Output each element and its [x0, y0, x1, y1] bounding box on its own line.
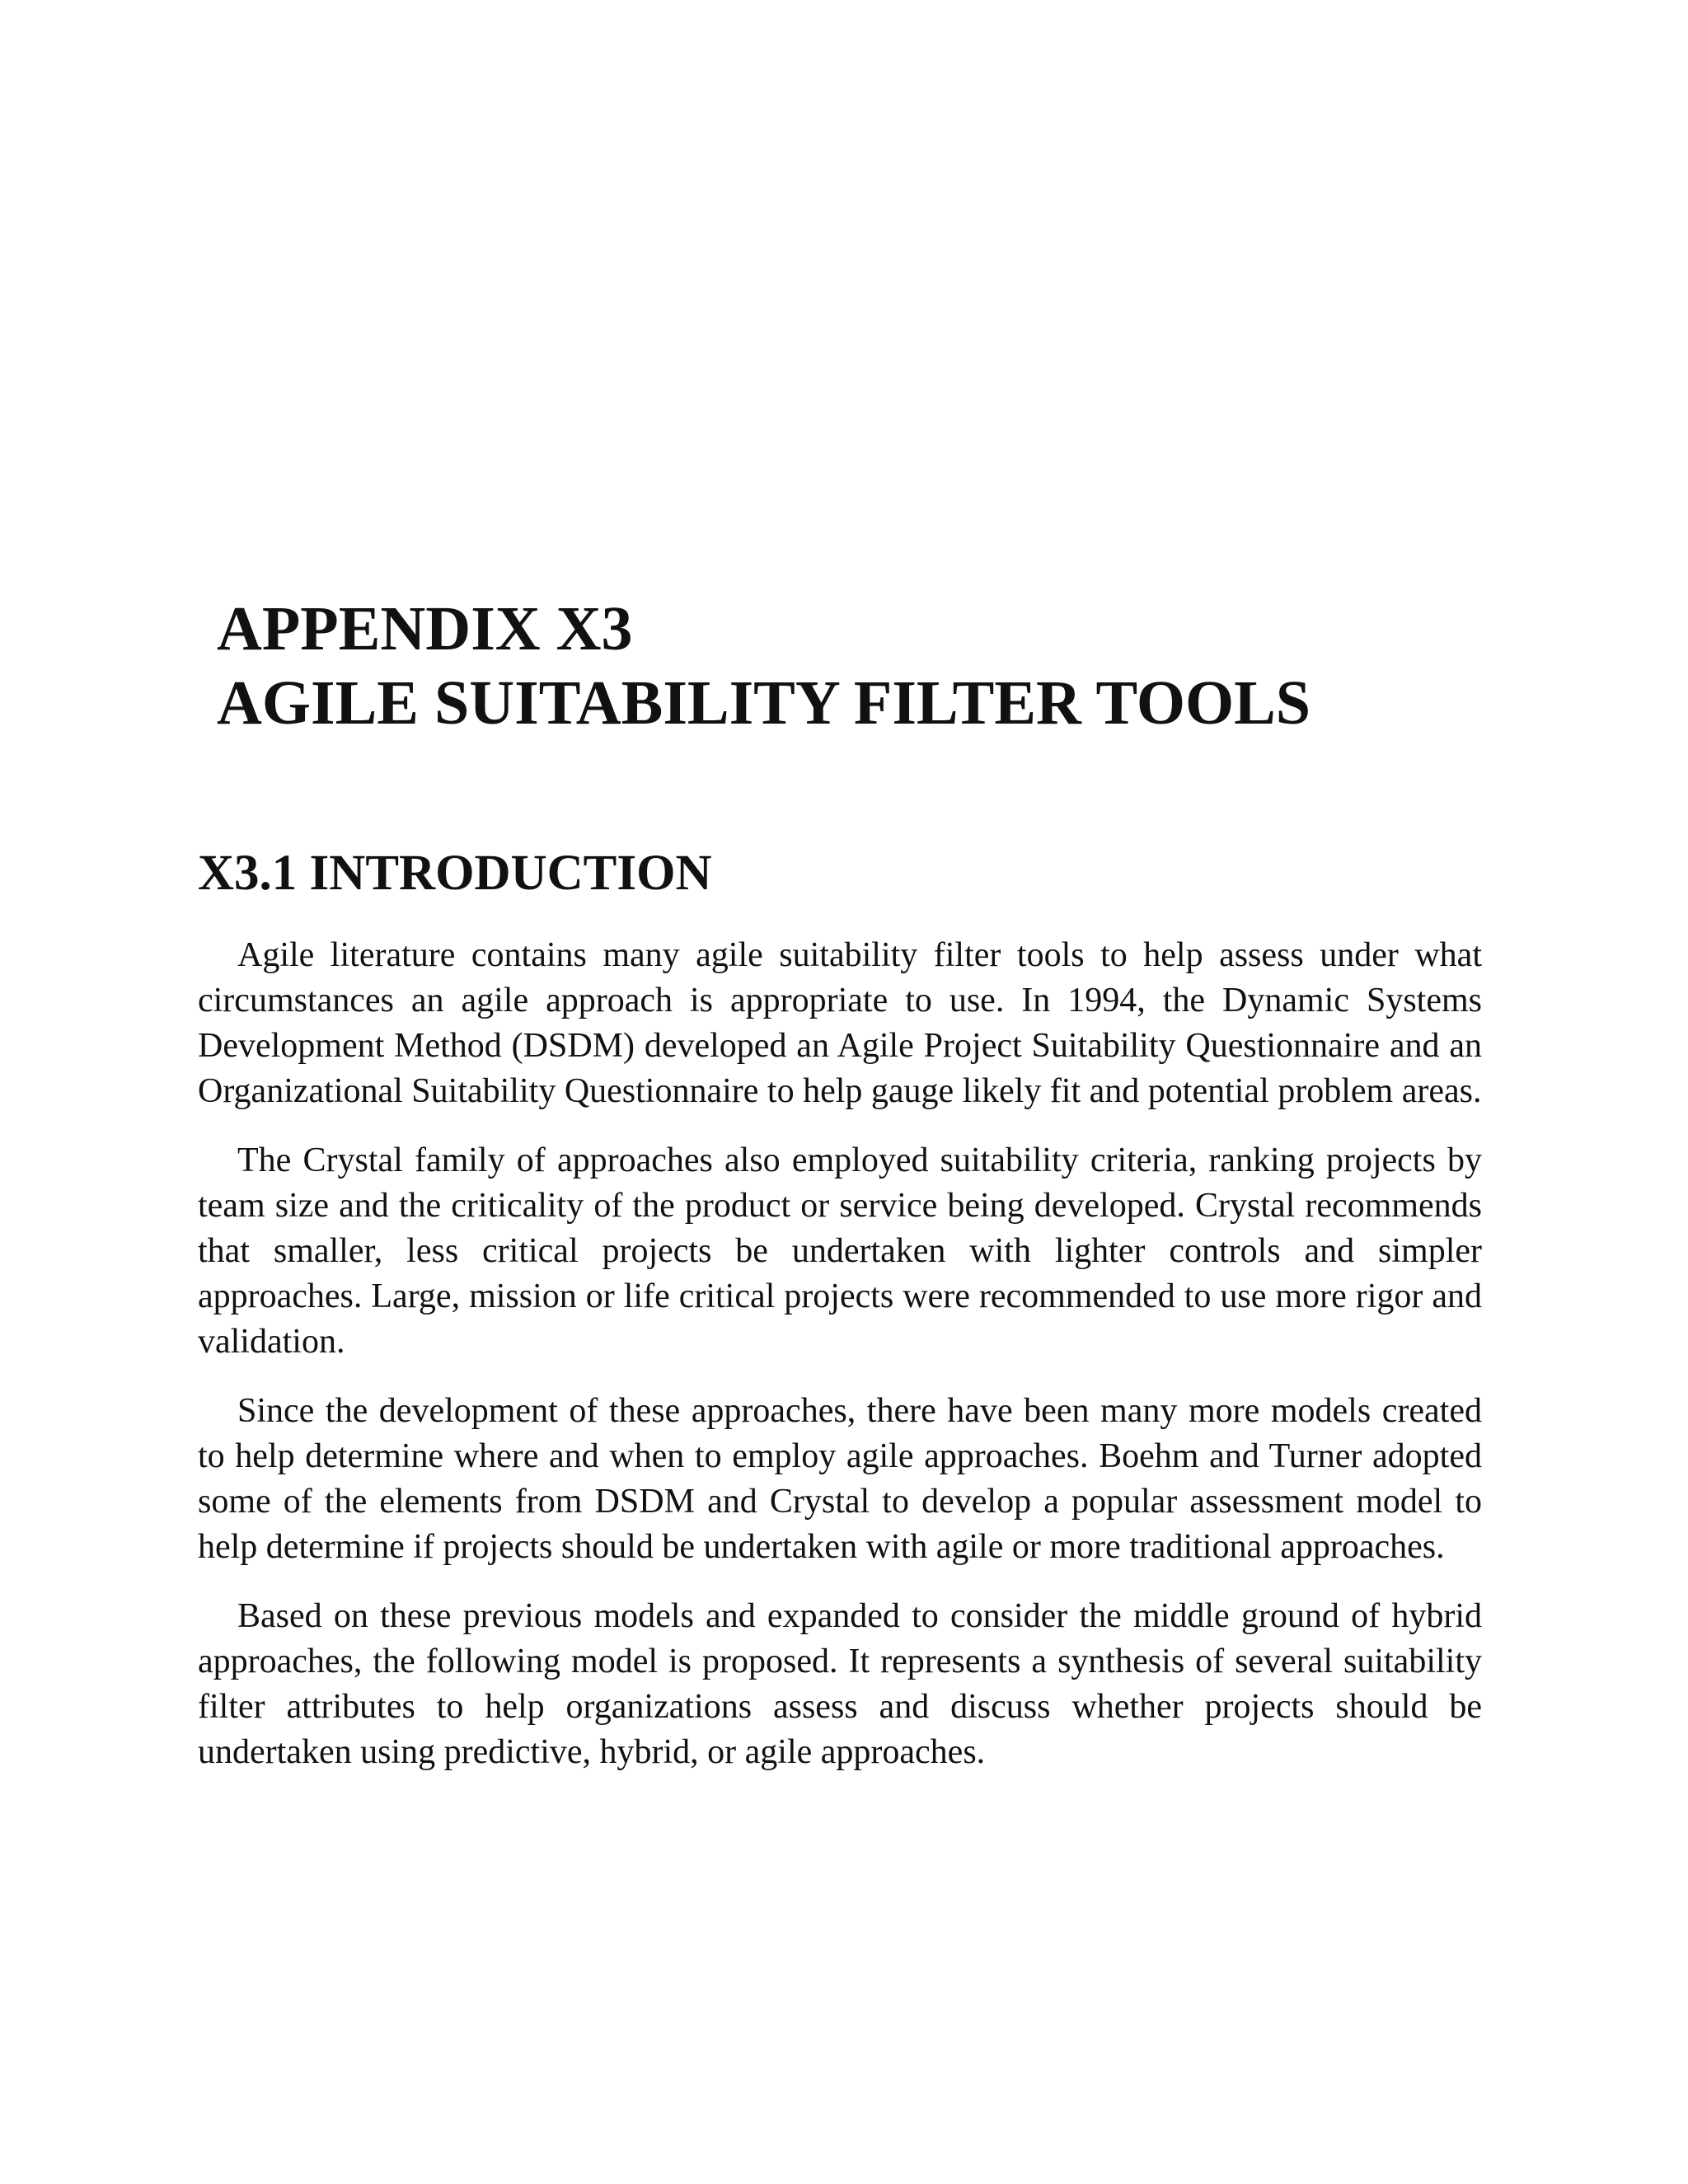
appendix-name: AGILE SUITABILITY FILTER TOOLS	[217, 668, 1311, 738]
paragraph-2: The Crystal family of approaches also employed suitability criteria, ranking projects by team size and the criticality of the product or service being developed. Crystal recommends that smaller, less critical projects be undertaken with lighter controls and simpler approaches. Large, mission or life critical projects were recommended to use more rigor and validation.	[198, 1141, 1482, 1361]
section-heading: X3.1 INTRODUCTION	[198, 846, 712, 901]
paragraph-3: Since the development of these approaches, there have been many more models created to help determine where and when to employ agile approaches. Boehm and Turner adopted some of the elements from DSDM and Crystal to develop a popular assessment model to help determine if projects should be undertaken with agile or more traditional approaches.	[198, 1392, 1482, 1566]
appendix-number: APPENDIX X3	[217, 594, 633, 663]
paragraph-1: Agile literature contains many agile suitability filter tools to help assess under what circumstances an agile approach is appropriate to use. In 1994, the Dynamic Systems Development Method (DSDM) developed an Agile Project Suitability Questionnaire and an Organizational Suitability Questionnaire to help gauge likely fit and potential problem areas.	[198, 936, 1482, 1110]
paragraph-4: Based on these previous models and expanded to consider the middle ground of hybrid approaches, the following model is proposed. It represents a synthesis of several suitability filter attributes to help organizations assess and discuss whether projects should be undertaken using predictive, hybrid, or agile approaches.	[198, 1597, 1482, 1771]
section-body	[198, 933, 1482, 1799]
appendix-title	[217, 592, 1536, 740]
